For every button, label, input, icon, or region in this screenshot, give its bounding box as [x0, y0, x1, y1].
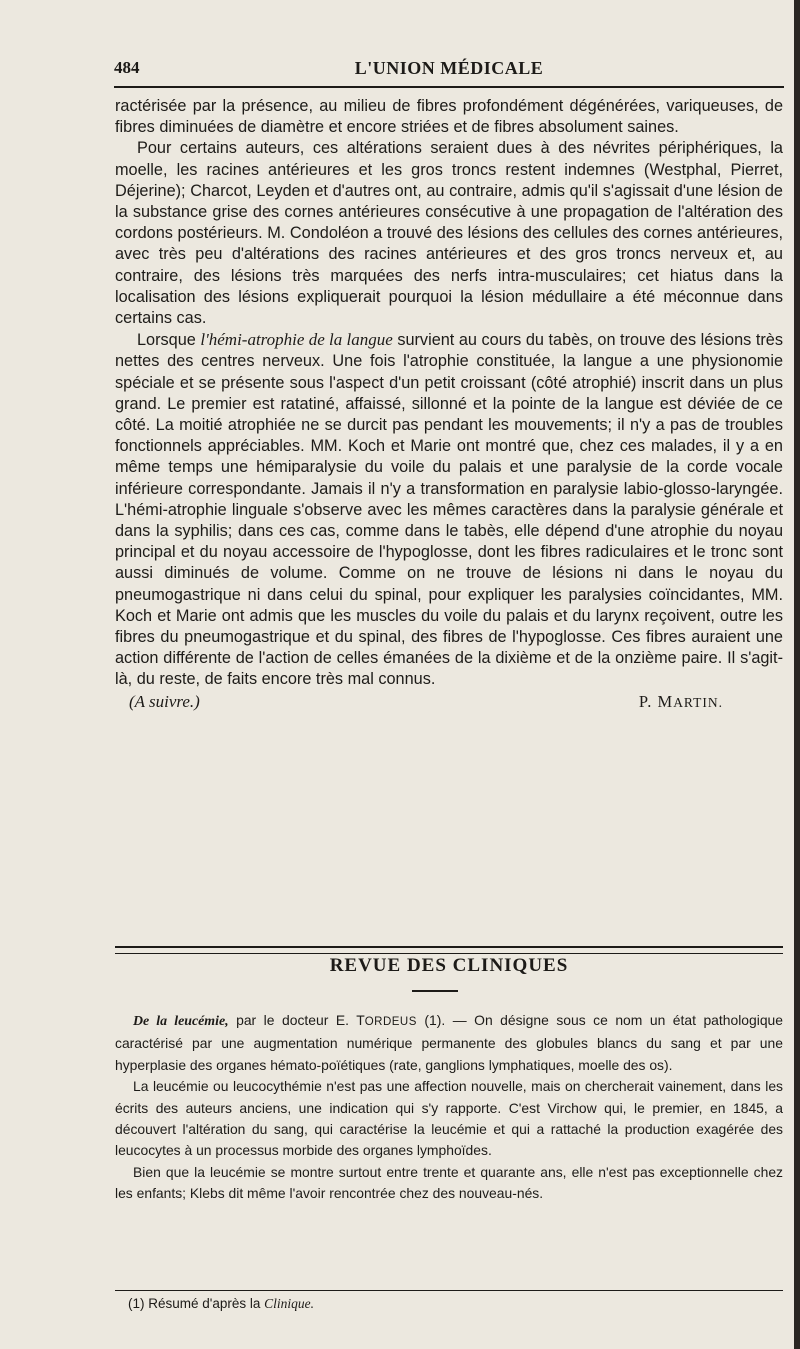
header-rule — [114, 86, 784, 88]
paragraph-3-start: Lorsque — [137, 331, 196, 350]
review-lead-text: — On désigne sous ce nom un état pathologique caractérisé par une augmentation numérique permanente des globules blancs du sang et par une hyperplasie des organes hémato-poïétiques (rate, ganglions lymphatiques, moelle des os). — [115, 1012, 784, 1073]
review-lead-title: De la leucémie, — [133, 1014, 229, 1029]
article-paragraph-2: Pour certains auteurs, ces altérations seraient dues à des névrites périphériques, la moelle, les racines antérieures et les gros troncs restent indemnes (Westphal, Pierret, Déjerine); Charcot, Leyden et d'autres ont, au contraire, admis qu'il s'agissait d'une lésion de la substance grise des cornes antérieures consécutive à une propagation de l'altération des cordons postérieurs. M. Condoléon a trouvé des lésions des cellules des cornes antérieures, avec très peu d'altérations des racines antérieures et des gros troncs nerveux et, au contraire, des lésions très marquées des nerfs intra-musculaires; cet hiatus dans la localisation des lésions expliquerait pourquoi la lésion médullaire a été méconnue dans certains cas. — [115, 139, 783, 328]
author-rest: ARTIN. — [673, 694, 723, 710]
footnote-rule — [115, 1290, 783, 1291]
section-divider — [115, 946, 783, 954]
paragraph-3-italic-term: l'hémi-atrophie de la langue — [200, 330, 393, 350]
title-underline — [412, 990, 458, 992]
page-edge-shadow — [794, 0, 800, 1349]
author-initial: P. M — [638, 691, 674, 711]
review-footnote-ref: (1). — [424, 1012, 446, 1028]
article-paragraph-1: ractérisée par la présence, au milieu de fibres profondément dégénérées, variqueuses, de fibres diminuées de diamètre et encore striées et de fibres absolument saines. — [115, 97, 783, 137]
article-signature-line — [115, 691, 783, 713]
review-lead-by: par le docteur E. — [236, 1012, 349, 1028]
running-header — [114, 58, 784, 82]
review-author-initial: T — [356, 1012, 365, 1028]
footnote-text: Résumé d'après la — [148, 1296, 261, 1311]
review-author-rest: ORDEUS — [364, 1016, 417, 1028]
footnote-marker: (1) — [128, 1296, 145, 1311]
page-number: 484 — [114, 58, 140, 77]
paragraph-3-rest: survient au cours du tabès, on trouve des lésions très nettes des centres nerveux. Une fois l'atrophie constituée, la langue a une physionomie spéciale et se présente sous l'aspect d'un petit croissant (côté atrophié) inscrit dans un plus grand. Le premier est ratatiné, affaissé, sillonné et la pointe de la langue est déviée de ce côté. La moitié atrophiée ne se durcit pas pendant les mouvements; il n'y a pas de troubles fonctionnels appréciables. MM. Koch et Marie ont montré que, chez ces malades, il y a en même temps une hémiparalysie du voile du palais et une paralysie de la corde vocale inférieure correspondante. Jamais il n'y a transformation en paralysie labio-glosso-laryngée. L'hémi-atrophie linguale s'observe avec les mêmes caractères dans la paralysie générale et dans la syphilis; dans ces cas, comme dans le tabès, elle dépend d'une atrophie du noyau principal et du noyau accessoire de l'hypoglosse, dont les fibres radiculaires et le tronc sont aussi diminués de volume. Comme on ne trouve de lésions ni dans le noyau du pneumogastrique ni dans celui du spinal, pour expliquer les paralysies coïncidantes, MM. Koch et Marie ont admis que les muscles du voile du palais et du larynx reçoivent, outre les fibres du pneumogastrique et du spinal, des fibres de l'hypoglosse. Ces fibres auraient une action différente de l'action de celles émanées de la dixième et de la onzième paire. Il s'agit-là, du reste, de faits encore très mal connus. — [115, 331, 783, 689]
footnote-source: Clinique. — [264, 1296, 315, 1311]
review-paragraph-3: Bien que la leucémie se montre surtout entre trente et quarante ans, elle n'est pas exceptionnelle chez les enfants; Klebs dit même l'avoir rencontrée chez des nouveau-nés. — [115, 1163, 783, 1202]
section-title: REVUE DES CLINIQUES — [329, 955, 569, 976]
author-signature — [639, 691, 723, 713]
footnote — [128, 1296, 314, 1312]
to-be-continued: (A suivre.) — [129, 691, 200, 711]
article-paragraph-3 — [115, 329, 783, 690]
article-body — [115, 96, 783, 713]
journal-title: L'UNION MÉDICALE — [354, 58, 544, 78]
review-paragraph-2: La leucémie ou leucocythémie n'est pas une affection nouvelle, mais on chercherait vainement, dans les écrits des auteurs anciens, une indication qui s'y rapporte. C'est Virchow qui, le premier, en 1845, a découvert l'altération du sang, qui caractérise la leucémie et qui a rattaché la production exagérée des leucocytes à un processus morbide des organes lymphoïdes. — [115, 1078, 783, 1159]
review-body — [115, 1010, 783, 1205]
review-paragraph-1 — [115, 1010, 783, 1076]
